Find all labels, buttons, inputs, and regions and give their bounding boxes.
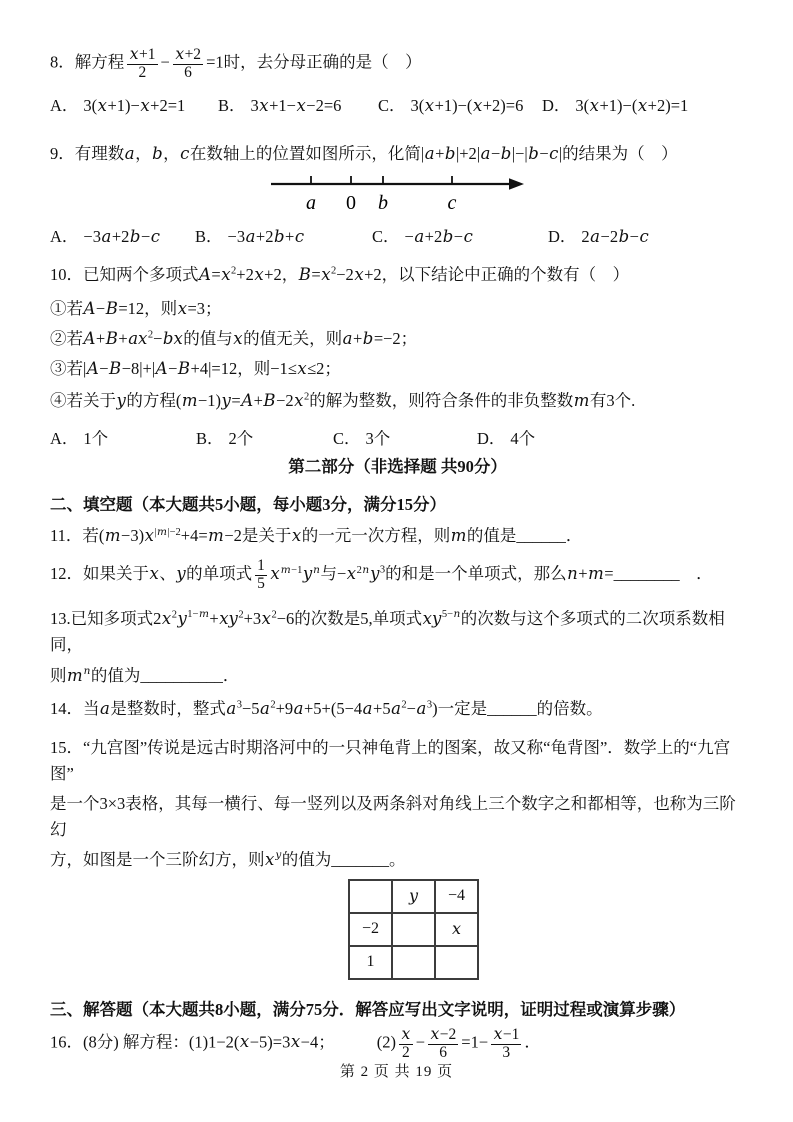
text-run: 的值为__________． bbox=[90, 665, 240, 685]
text-run: −3a+2b+c bbox=[227, 227, 305, 247]
superscript: |m|−2 bbox=[154, 525, 181, 538]
section3-heading: 三、解答题（本大题共8小题，满分75分．解答应写出文字说明，证明过程或演算步骤） bbox=[50, 999, 686, 1019]
magic-cell bbox=[435, 946, 478, 979]
text-run: )一定是______的倍数。 bbox=[432, 698, 603, 718]
q15-line1 bbox=[50, 735, 745, 787]
superscript: 3 bbox=[379, 564, 386, 576]
text-run: +9a+5+(5−4a+5a bbox=[275, 698, 401, 718]
text-run: −3a+2b−c bbox=[83, 227, 161, 247]
numerator: x+2 bbox=[175, 45, 202, 63]
q15-line3 bbox=[50, 847, 745, 873]
superscript: 2 bbox=[271, 609, 277, 621]
text-run: 3个 bbox=[365, 429, 391, 449]
q9-option-d bbox=[548, 224, 649, 250]
numerator: x bbox=[401, 1024, 411, 1043]
denominator: 2 bbox=[127, 64, 157, 82]
q10-option-c bbox=[333, 426, 477, 452]
superscript: 2 bbox=[147, 329, 154, 341]
option-label: C． bbox=[333, 429, 361, 449]
q15-line2 bbox=[50, 791, 745, 843]
q8-options bbox=[50, 93, 745, 119]
text-run: ②若A+B+ax bbox=[50, 329, 148, 349]
option-formula bbox=[575, 96, 688, 115]
text-run: y bbox=[302, 564, 313, 584]
option-formula bbox=[510, 429, 535, 448]
fraction bbox=[491, 1026, 521, 1061]
q13-line2 bbox=[50, 663, 745, 689]
text-run: +3x bbox=[243, 608, 271, 628]
option-formula bbox=[581, 227, 649, 246]
q10-option-b bbox=[196, 426, 333, 452]
text-run: 3x+1−x−2=6 bbox=[250, 96, 342, 116]
text-run: −5a bbox=[241, 698, 270, 718]
svg-text:a: a bbox=[305, 192, 316, 215]
text-run: 的解为整数，则符合条件的非负整数m有3个. bbox=[309, 391, 636, 411]
option-label: A． bbox=[50, 227, 79, 247]
magic-cell bbox=[392, 946, 435, 979]
q9-option-b bbox=[195, 224, 372, 250]
text-run: 的和是一个单项式，那么n+m=________ ． bbox=[385, 564, 713, 584]
numerator: 1 bbox=[257, 557, 265, 575]
option-formula bbox=[366, 429, 391, 448]
q8-option-b bbox=[218, 93, 378, 119]
text-run: 9．有理数a，b，c在数轴上的位置如图所示，化简|a+b|+2|a−b|−|b−c|的结果为（ ） bbox=[50, 144, 678, 164]
text-run: x bbox=[270, 564, 280, 584]
text-run: 是一个3×3表格，其每一横行、每一竖列以及两条斜对角线上三个数字之和都相等，也称为三阶幻 bbox=[50, 793, 736, 839]
option-label: D． bbox=[542, 96, 571, 116]
section2-heading: 二、填空题（本大题共5小题，每小题3分，满分15分） bbox=[50, 495, 446, 515]
option-label: A． bbox=[50, 96, 79, 116]
q10-option-a bbox=[50, 426, 196, 452]
superscript: m−1 bbox=[280, 563, 303, 576]
text-run: − bbox=[415, 1032, 426, 1052]
superscript: 2 bbox=[401, 699, 407, 711]
superscript: 3 bbox=[236, 699, 242, 711]
text-run: y bbox=[177, 608, 187, 628]
option-label: C． bbox=[372, 227, 400, 247]
option-formula bbox=[83, 429, 108, 448]
denominator: 2 bbox=[399, 1044, 413, 1062]
text-run: 15．“九宫图”传说是远古时期洛河中的一只神龟背上的图案，故又称“龟背图”．数学上的“九宫图” bbox=[50, 737, 731, 783]
numerator: x−2 bbox=[430, 1024, 457, 1043]
q16-stem bbox=[50, 1026, 745, 1061]
option-formula bbox=[83, 227, 160, 246]
option-label: B． bbox=[218, 96, 246, 116]
numerator: x+1 bbox=[129, 45, 156, 63]
text-run: ． bbox=[524, 1032, 541, 1052]
option-label: D． bbox=[477, 429, 506, 449]
magic-square-table bbox=[348, 879, 479, 980]
q10-options bbox=[50, 426, 745, 452]
q13-line1 bbox=[50, 606, 745, 658]
superscript: 2 bbox=[238, 609, 244, 621]
superscript: 2 bbox=[303, 391, 310, 403]
q9-options bbox=[50, 224, 745, 250]
superscript: 2 bbox=[231, 265, 237, 277]
text-run: 4个 bbox=[510, 429, 536, 449]
numerator: x−1 bbox=[493, 1024, 520, 1043]
text-run: 方，如图是一个三阶幻方，则x bbox=[50, 849, 275, 869]
superscript: 3 bbox=[426, 699, 433, 711]
option-label: B． bbox=[195, 227, 223, 247]
fraction bbox=[399, 1026, 413, 1061]
superscript: 2 bbox=[270, 699, 276, 711]
text-run: −a+2b−c bbox=[404, 227, 473, 247]
fraction bbox=[255, 558, 267, 592]
text-run: 16．(8分) 解方程：(1)1−2(x−5)=3x−4； bbox=[50, 1032, 335, 1052]
option-formula bbox=[83, 96, 185, 115]
text-run: − bbox=[160, 52, 170, 72]
q14-stem bbox=[50, 696, 745, 722]
superscript: 2 bbox=[171, 609, 177, 621]
option-label: A． bbox=[50, 429, 79, 449]
text-run: 1个 bbox=[83, 429, 109, 449]
text-run: 2个 bbox=[228, 429, 254, 449]
text-run: 13.已知多项式2x bbox=[50, 608, 172, 628]
q9-stem bbox=[50, 141, 745, 167]
superscript: 2 bbox=[331, 265, 337, 277]
magic-cell: x bbox=[435, 913, 478, 946]
magic-cell: −2 bbox=[349, 913, 392, 946]
magic-cell: −4 bbox=[435, 880, 478, 913]
option-label: D． bbox=[548, 227, 577, 247]
superscript: y bbox=[275, 849, 282, 862]
denominator: 6 bbox=[173, 64, 203, 82]
q8-option-d bbox=[542, 93, 688, 119]
text-run: +2x+2，B=x bbox=[236, 265, 331, 285]
part2-heading: 第二部分（非选择题 共90分） bbox=[288, 457, 507, 477]
q10-item-1 bbox=[50, 296, 745, 322]
superscript: 5−n bbox=[441, 608, 461, 621]
q12-stem bbox=[50, 558, 745, 592]
q10-stem bbox=[50, 262, 745, 288]
denominator: 3 bbox=[491, 1044, 521, 1062]
text-run: 3(x+1)−x+2=1 bbox=[83, 96, 186, 116]
magic-row bbox=[349, 913, 478, 946]
text-run: +xy bbox=[209, 608, 238, 628]
number-line-svg bbox=[270, 169, 526, 219]
q8-option-c bbox=[378, 93, 542, 119]
text-run: ③若|A−B−8|+|A−B+4|=12，则−1≤x≤2； bbox=[50, 359, 341, 379]
option-formula bbox=[228, 227, 305, 246]
svg-text:b: b bbox=[377, 192, 388, 215]
text-run: 则m bbox=[50, 665, 83, 685]
fraction bbox=[428, 1026, 458, 1061]
fraction bbox=[127, 46, 157, 81]
text-run: 10．已知两个多项式A=x bbox=[50, 265, 231, 285]
text-run: 的值为_______。 bbox=[281, 849, 406, 869]
text-run: ④若关于y的方程(m−1)y=A+B−2x bbox=[50, 391, 304, 411]
text-run: (2) bbox=[376, 1032, 396, 1052]
denominator: 6 bbox=[428, 1044, 458, 1062]
text-run: 3(x+1)−(x+2)=6 bbox=[410, 96, 524, 116]
text-run: +4=m−2是关于x的一元一次方程，则m的值是______． bbox=[180, 526, 583, 546]
text-run: −6的次数是5,单项式xy bbox=[276, 608, 442, 628]
text-run: 3(x+1)−(x+2)=1 bbox=[575, 96, 689, 116]
text-run: 11．若(m−3)x bbox=[50, 526, 154, 546]
q8-option-a bbox=[50, 93, 218, 119]
magic-square bbox=[50, 879, 745, 980]
text-run: 2a−2b−c bbox=[581, 227, 649, 247]
magic-cell: 1 bbox=[349, 946, 392, 979]
superscript: 2n bbox=[356, 563, 370, 576]
option-formula bbox=[405, 227, 474, 246]
option-formula bbox=[251, 96, 342, 115]
superscript: 1−m bbox=[187, 608, 209, 621]
q10-item-4 bbox=[50, 388, 745, 414]
text-run: 14．当a是整数时，整式a bbox=[50, 698, 237, 718]
fraction bbox=[173, 46, 203, 81]
option-formula bbox=[229, 429, 254, 448]
text-run: 12．如果关于x、y的单项式 bbox=[50, 564, 253, 584]
magic-cell bbox=[349, 880, 392, 913]
superscript: n bbox=[313, 563, 320, 576]
svg-text:0: 0 bbox=[345, 192, 356, 215]
number-line-figure bbox=[50, 169, 745, 224]
q9-option-c bbox=[372, 224, 548, 250]
option-label: C． bbox=[378, 96, 406, 116]
page-footer: 第 2 页 共 19 页 bbox=[339, 1064, 454, 1080]
text-run: 与−x bbox=[320, 564, 357, 584]
text-run: =1时，去分母正确的是（ ） bbox=[206, 52, 422, 72]
q9-option-a bbox=[50, 224, 195, 250]
q11-stem bbox=[50, 523, 745, 549]
text-run: −bx的值与x的值无关，则a+b=−2； bbox=[153, 329, 418, 349]
denominator: 5 bbox=[257, 575, 265, 593]
magic-row bbox=[349, 946, 478, 979]
text-run: =1− bbox=[461, 1032, 489, 1052]
q10-item-3 bbox=[50, 356, 745, 382]
magic-cell bbox=[392, 913, 435, 946]
option-label: B． bbox=[196, 429, 224, 449]
text-run: 8．解方程 bbox=[50, 52, 125, 72]
svg-text:c: c bbox=[447, 192, 456, 215]
q8-stem bbox=[50, 46, 745, 81]
q10-item-2 bbox=[50, 326, 745, 352]
magic-cell: y bbox=[392, 880, 435, 913]
option-formula bbox=[411, 96, 524, 115]
superscript: n bbox=[83, 665, 91, 678]
text-run: y bbox=[370, 564, 380, 584]
magic-row bbox=[349, 880, 478, 913]
text-run: −2x+2，以下结论中正确的个数有（ ） bbox=[336, 265, 630, 285]
text-run: −a bbox=[406, 698, 427, 718]
text-run: ①若A−B=12，则x=3； bbox=[50, 299, 222, 319]
q10-option-d bbox=[477, 426, 535, 452]
text-run: 的次数与这个多项式的二次项系数相同， bbox=[50, 608, 725, 654]
